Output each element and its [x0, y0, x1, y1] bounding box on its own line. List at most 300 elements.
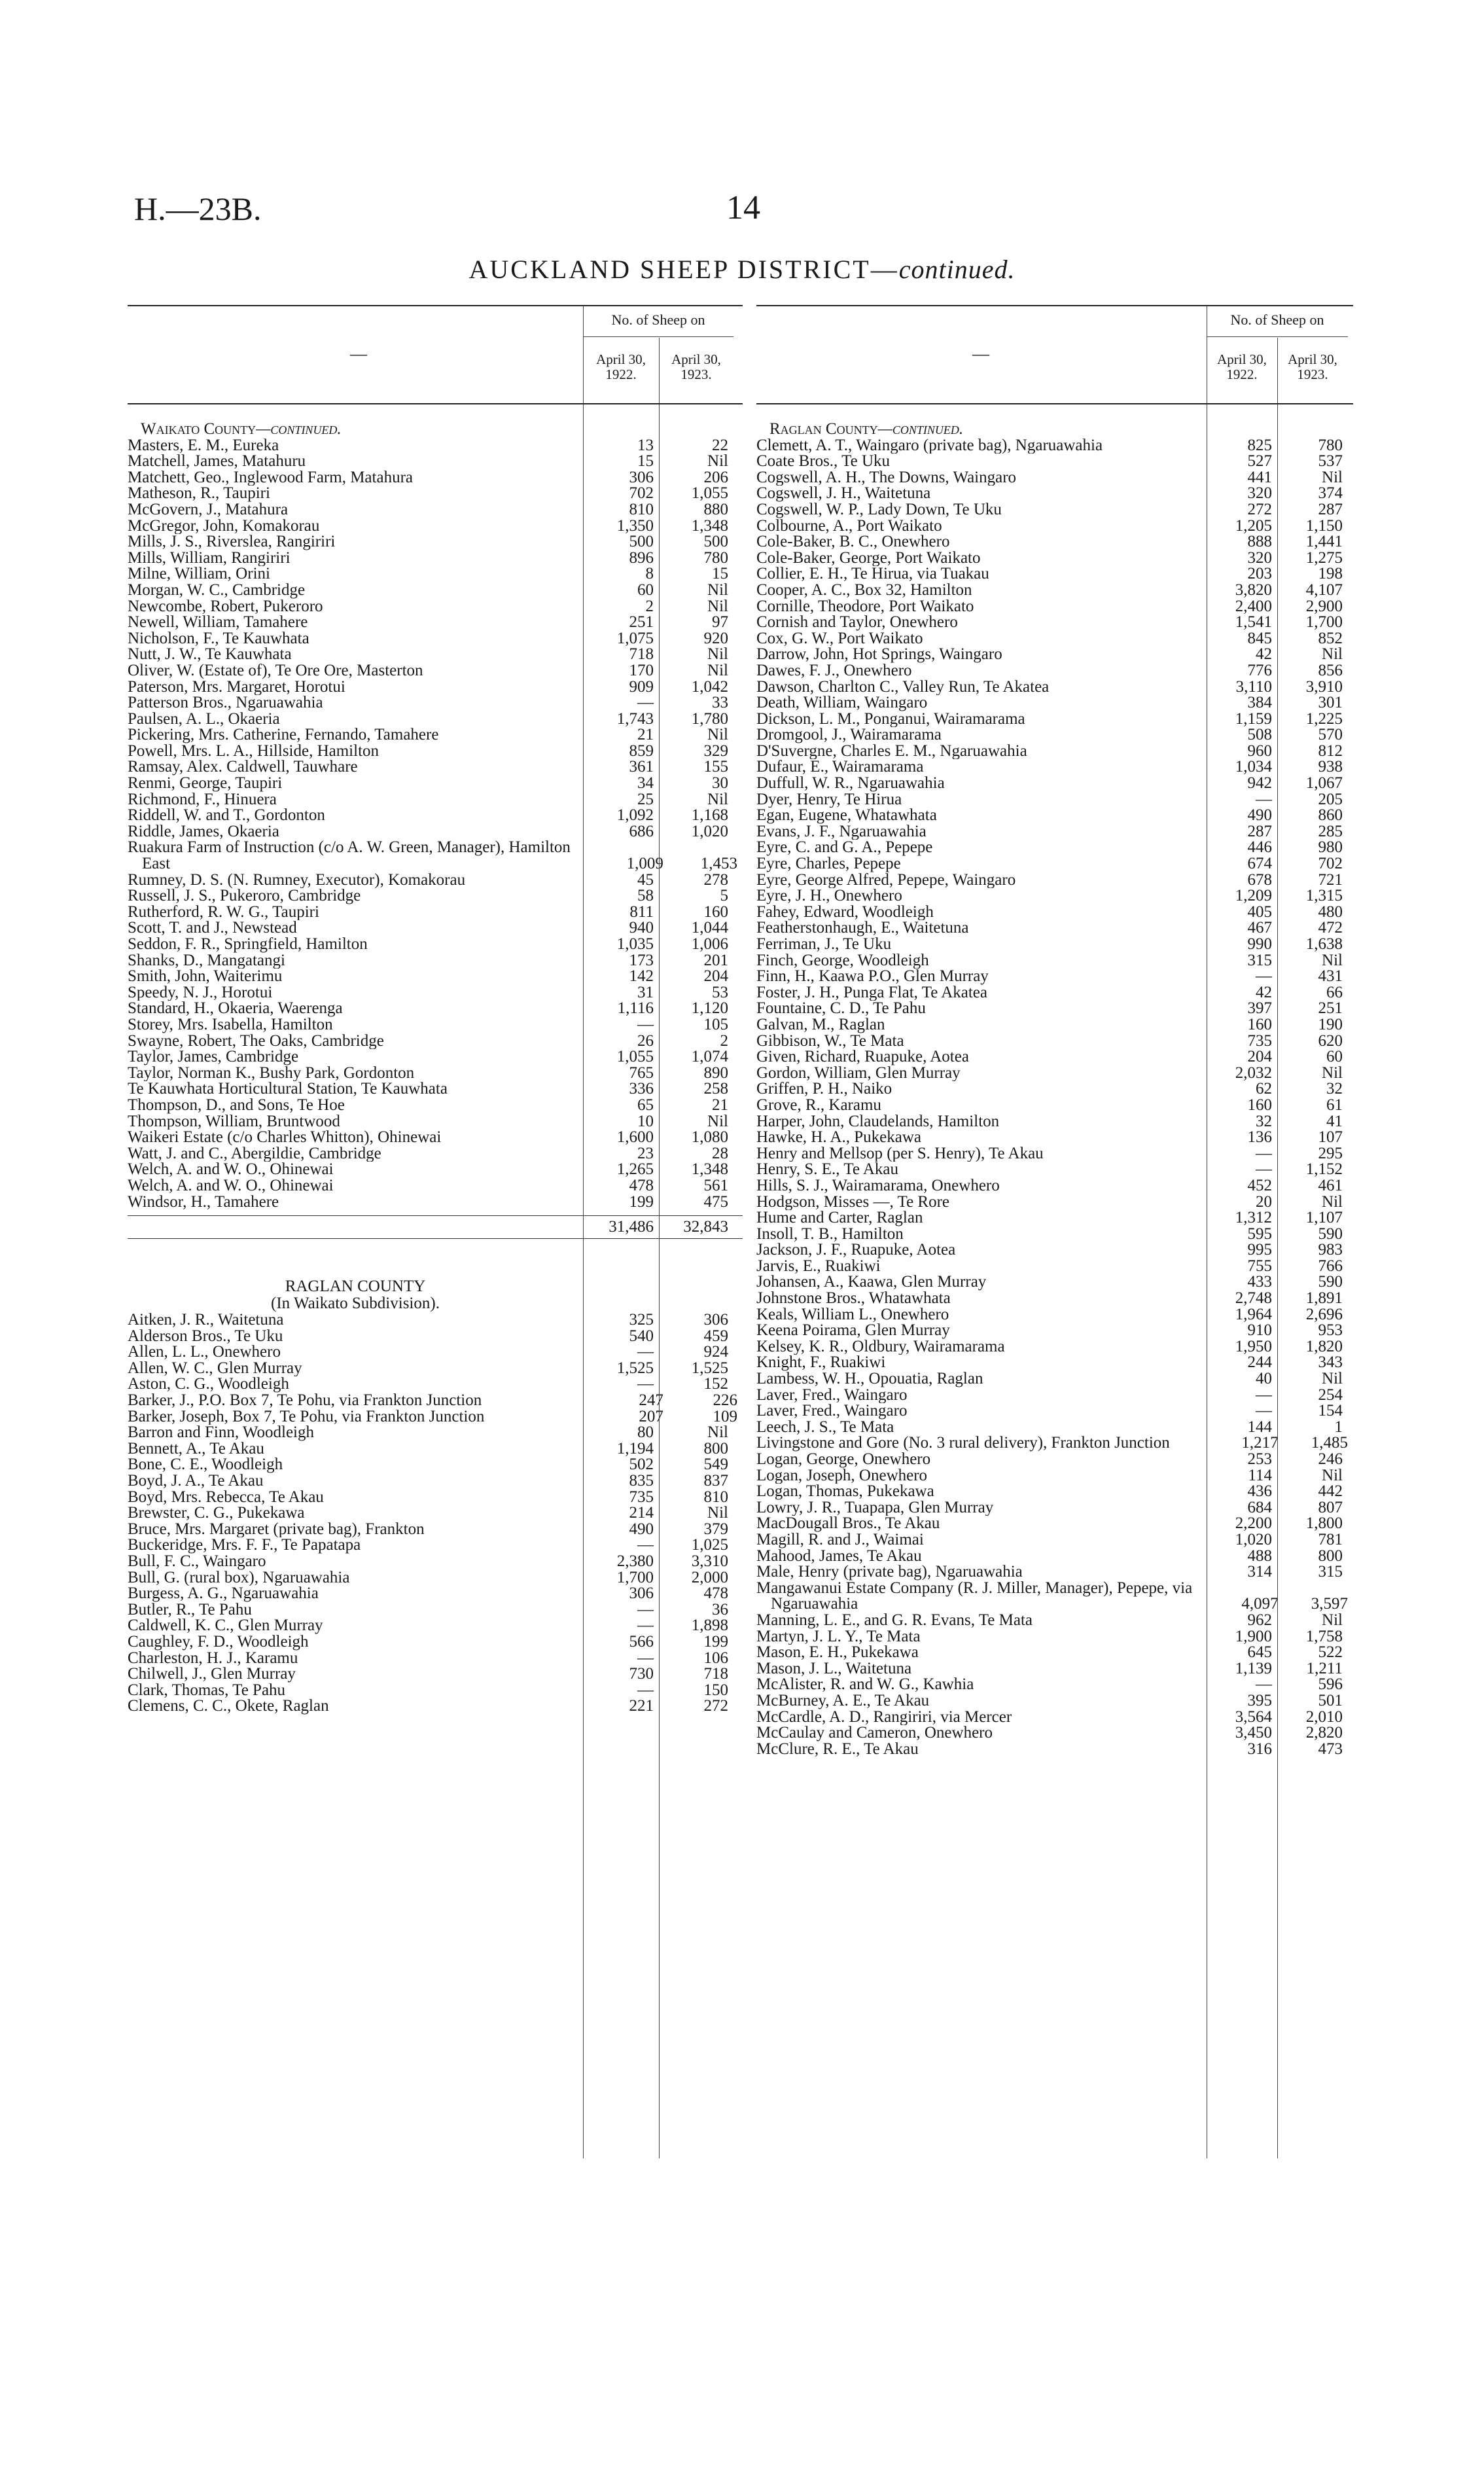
sheep-1923: 1,898 — [691, 1617, 728, 1635]
sheep-1923: 522 — [1318, 1643, 1343, 1662]
sheep-1922: 446 — [1247, 838, 1272, 857]
sheep-1923: 30 — [712, 774, 728, 793]
table-row — [128, 1425, 743, 1441]
sheep-1922: 31 — [637, 983, 654, 1001]
table-row — [756, 679, 1353, 696]
owner-name: Richmond, F., Hinuera — [128, 791, 277, 808]
table-row — [128, 518, 743, 535]
owner-name: Riddell, W. and T., Gordonton — [128, 808, 325, 824]
left-section-title-text: Waikato County — [141, 420, 256, 438]
sheep-1922: 1,700 — [616, 1568, 654, 1586]
table-row — [756, 631, 1353, 647]
owner-name: Laver, Fred., Waingaro — [756, 1403, 908, 1420]
sheep-1922: — — [1256, 790, 1272, 808]
owner-name: Griffen, P. H., Naiko — [756, 1081, 892, 1098]
sheep-1922: 502 — [629, 1456, 654, 1474]
sheep-1922: 1,600 — [616, 1128, 654, 1147]
sheep-1923: 1,485 — [1311, 1434, 1348, 1452]
sheep-1922: 20 — [1256, 1192, 1272, 1211]
owner-name: Newell, William, Tamahere — [128, 615, 308, 631]
sheep-1922: 755 — [1247, 1257, 1272, 1275]
left-table-header — [128, 305, 743, 404]
owner-name: Egan, Eugene, Whatawhata — [756, 808, 937, 824]
sheep-1922: 896 — [629, 548, 654, 567]
table-row — [756, 1049, 1353, 1065]
owner-name: McClure, R. E., Te Akau — [756, 1741, 919, 1758]
sheep-1923: 21 — [712, 1096, 728, 1114]
sheep-1923: 246 — [1318, 1450, 1343, 1468]
table-row — [128, 1049, 743, 1065]
sheep-1923: 60 — [1326, 1048, 1343, 1066]
owner-name: Bull, F. C., Waingaro — [128, 1554, 266, 1570]
table-row — [128, 792, 743, 808]
table-row — [128, 1457, 743, 1473]
sheep-1923: 315 — [1318, 1563, 1343, 1581]
table-row — [128, 1409, 743, 1425]
sheep-1922: — — [1256, 1675, 1272, 1694]
table-row — [128, 1376, 743, 1393]
table-row — [756, 663, 1353, 679]
owner-name: Ramsay, Alex. Caldwell, Tauwhare — [128, 759, 358, 776]
sheep-1923: 953 — [1318, 1321, 1343, 1340]
owner-name: Dromgool, J., Wairamarama — [756, 727, 942, 743]
sheep-1923: 28 — [712, 1144, 728, 1162]
table-row — [128, 1586, 743, 1602]
owner-name: Boyd, J. A., Te Akau — [128, 1473, 264, 1490]
owner-name: Fahey, Edward, Woodleigh — [756, 904, 934, 921]
sheep-1922: 1,900 — [1235, 1627, 1272, 1645]
owner-name: Waikeri Estate (c/o Charles Whitton), Ohinewai — [128, 1130, 442, 1146]
sheep-1923: 3,310 — [691, 1552, 728, 1570]
sheep-1922: 142 — [629, 967, 654, 986]
owner-name: Male, Henry (private bag), Ngaruawahia — [756, 1564, 1023, 1581]
sheep-1922: 251 — [629, 613, 654, 632]
table-row — [128, 566, 743, 582]
table-row — [756, 840, 1353, 856]
table-row — [756, 1307, 1353, 1323]
sheep-1923: Nil — [707, 1112, 728, 1130]
sheep-1923: 22 — [712, 436, 728, 454]
sheep-1922: 1,194 — [616, 1439, 654, 1457]
sheep-1922: 888 — [1247, 533, 1272, 551]
sheep-1923: 205 — [1318, 790, 1343, 808]
table-row — [756, 1661, 1353, 1677]
table-row — [756, 1323, 1353, 1339]
owner-name: Bone, C. E., Woodleigh — [128, 1457, 283, 1474]
table-row — [128, 679, 743, 696]
sheep-1922: 25 — [637, 790, 654, 808]
owner-name: Mills, J. S., Riverslea, Rangiriri — [128, 534, 336, 550]
table-row — [128, 727, 743, 743]
table-row — [756, 1484, 1353, 1500]
sheep-1922: 540 — [629, 1327, 654, 1345]
sheep-1923: 285 — [1318, 822, 1343, 840]
sheep-1922: 160 — [1247, 1015, 1272, 1033]
sheep-1922: 60 — [637, 581, 654, 599]
sheep-1923: 272 — [703, 1697, 728, 1715]
sheep-1923: 15 — [712, 565, 728, 583]
sheep-1922: 144 — [1247, 1418, 1272, 1436]
left-header-col2: April 30, 1923. — [671, 351, 721, 382]
sheep-1923: 206 — [703, 468, 728, 486]
table-row — [128, 1602, 743, 1618]
sheep-1923: 702 — [1318, 855, 1343, 873]
table-row — [756, 1500, 1353, 1516]
table-row — [128, 1490, 743, 1506]
owner-name: Russell, J. S., Pukeroro, Cambridge — [128, 888, 361, 904]
document-code: H.—23B. — [134, 190, 262, 227]
sheep-1922: 686 — [629, 822, 654, 840]
sheep-1922: 21 — [637, 726, 654, 744]
owner-name: Mason, J. L., Waitetuna — [756, 1660, 912, 1677]
sheep-1922: 595 — [1247, 1224, 1272, 1243]
sheep-1922: 645 — [1247, 1643, 1272, 1662]
sheep-1922: 478 — [629, 1176, 654, 1194]
sheep-1923: 800 — [1318, 1546, 1343, 1565]
sheep-1922: 136 — [1247, 1128, 1272, 1147]
sheep-1922: — — [637, 1617, 654, 1635]
owner-name: Johansen, A., Kaawa, Glen Murray — [756, 1274, 987, 1291]
sheep-1922: 995 — [1247, 1241, 1272, 1259]
table-row — [756, 1065, 1353, 1082]
sheep-1923: 251 — [1318, 999, 1343, 1018]
owner-name: Storey, Mrs. Isabella, Hamilton — [128, 1016, 333, 1033]
owner-name: Barker, J., P.O. Box 7, Te Pohu, via Frankton Junction — [128, 1393, 482, 1409]
table-row — [128, 824, 743, 840]
sheep-1923: 590 — [1318, 1224, 1343, 1243]
table-row — [756, 1210, 1353, 1226]
owner-name: Logan, Thomas, Pukekawa — [756, 1484, 934, 1500]
sheep-1923: Nil — [707, 726, 728, 744]
sheep-1922: 2 — [645, 597, 654, 615]
owner-name: Magill, R. and J., Waimai — [756, 1531, 924, 1548]
owner-name: McGovern, J., Matahura — [128, 501, 289, 518]
sheep-1923: 105 — [703, 1015, 728, 1033]
sheep-1922: 23 — [637, 1144, 654, 1162]
sheep-1923: 570 — [1318, 726, 1343, 744]
table-row — [756, 888, 1353, 904]
sheep-1923: 980 — [1318, 838, 1343, 857]
sheep-1922: 566 — [629, 1632, 654, 1651]
table-row — [128, 1666, 743, 1683]
left-column — [128, 305, 743, 1715]
sheep-1923: 590 — [1318, 1273, 1343, 1291]
owner-name: Clark, Thomas, Te Pahu — [128, 1682, 286, 1699]
sheep-1923: 1,758 — [1305, 1627, 1343, 1645]
sheep-1922: 452 — [1247, 1176, 1272, 1194]
owner-name: Chilwell, J., Glen Murray — [128, 1666, 296, 1683]
table-row — [128, 615, 743, 631]
table-row — [128, 1329, 743, 1345]
owner-name: Martyn, J. L. Y., Te Mata — [756, 1628, 921, 1645]
owner-name: Given, Richard, Ruapuke, Aotea — [756, 1049, 969, 1065]
table-row — [128, 937, 743, 953]
owner-name: McAlister, R. and W. G., Kawhia — [756, 1677, 974, 1693]
owner-name: Taylor, Norman K., Bushy Park, Gordonton — [128, 1065, 415, 1082]
sheep-1922: — — [637, 1015, 654, 1033]
sheep-1923: 1,780 — [691, 709, 728, 728]
table-row — [128, 759, 743, 776]
owner-name: Hills, S. J., Wairamarama, Onewhero — [756, 1177, 1000, 1194]
table-row — [756, 1725, 1353, 1742]
table-row — [756, 1532, 1353, 1548]
owner-name: Newcombe, Robert, Pukeroro — [128, 598, 323, 615]
owner-name: Cox, G. W., Port Waikato — [756, 630, 923, 647]
owner-name: Cogswell, A. H., The Downs, Waingaro — [756, 469, 1017, 486]
table-row — [128, 1570, 743, 1586]
owner-name: Mills, William, Rangiriri — [128, 550, 291, 567]
owner-name: Duffull, W. R., Ngaruawahia — [756, 776, 945, 792]
owner-name: Rutherford, R. W. G., Taupiri — [128, 904, 319, 921]
table-row — [128, 582, 743, 599]
table-row — [756, 1420, 1353, 1436]
sheep-1923: 549 — [703, 1456, 728, 1474]
sheep-1923: 620 — [1318, 1031, 1343, 1050]
table-row — [756, 1130, 1353, 1146]
sheep-1922: 1,035 — [616, 935, 654, 953]
sheep-1923: 5 — [720, 887, 728, 905]
sheep-1923: Nil — [707, 597, 728, 615]
sheep-1923: Nil — [707, 452, 728, 471]
sheep-1922: 13 — [637, 436, 654, 454]
sheep-1923: 150 — [703, 1681, 728, 1699]
sheep-1923: 2,010 — [1305, 1707, 1343, 1726]
owner-name: Watt, J. and C., Abergildie, Cambridge — [128, 1145, 381, 1162]
owner-name: Collier, E. H., Te Hirua, via Tuakau — [756, 566, 989, 582]
table-row — [756, 534, 1353, 550]
owner-name: Lambess, W. H., Opouatia, Raglan — [756, 1371, 983, 1387]
sheep-1922: 207 — [639, 1407, 663, 1425]
table-row — [756, 1371, 1353, 1387]
sheep-1923: 537 — [1318, 452, 1343, 471]
owner-name: Livingstone and Gore (No. 3 rural delivery), Frankton Junction — [756, 1435, 1170, 1452]
sheep-1922: 940 — [629, 919, 654, 937]
table-row — [756, 953, 1353, 969]
owner-name: Eyre, George Alfred, Pepepe, Waingaro — [756, 872, 1016, 889]
sheep-1923: 36 — [712, 1600, 728, 1618]
table-row — [756, 1581, 1353, 1613]
sheep-1922: 2,400 — [1235, 597, 1272, 615]
sheep-1922: — — [637, 1536, 654, 1554]
sheep-1923: 475 — [703, 1192, 728, 1211]
sheep-1922: 735 — [629, 1488, 654, 1506]
owner-name: Paulsen, A. L., Okaeria — [128, 711, 280, 728]
sheep-1922: 1,009 — [626, 855, 663, 873]
sheep-1922: 4,097 — [1241, 1595, 1279, 1613]
left-header-dash: — — [350, 344, 367, 363]
sheep-1923: 920 — [703, 629, 728, 647]
table-row — [756, 808, 1353, 824]
owner-name: Ferriman, J., Te Uku — [756, 937, 892, 953]
owner-name: Ruakura Farm of Instruction (c/o A. W. Green, Manager), Hamilton East — [128, 840, 571, 872]
sheep-1923: Nil — [1322, 1611, 1343, 1629]
table-row — [128, 1146, 743, 1162]
table-row — [128, 969, 743, 985]
table-row — [128, 1194, 743, 1211]
sheep-1923: 501 — [1318, 1691, 1343, 1709]
table-row — [128, 1393, 743, 1409]
left-total-1923: 32,843 — [683, 1218, 728, 1236]
table-row — [756, 1081, 1353, 1098]
owner-name: Welch, A. and W. O., Ohinewai — [128, 1162, 334, 1178]
sheep-1923: Nil — [707, 1504, 728, 1522]
sheep-1922: 203 — [1247, 565, 1272, 583]
sheep-1922: 811 — [629, 902, 654, 921]
sheep-1922: 825 — [1247, 436, 1272, 454]
sheep-1923: 472 — [1318, 919, 1343, 937]
owner-name: Renmi, George, Taupiri — [128, 776, 283, 792]
table-row — [128, 1522, 743, 1538]
sheep-1923: 258 — [703, 1080, 728, 1098]
owner-name: Hume and Carter, Raglan — [756, 1210, 923, 1226]
owner-name: Pickering, Mrs. Catherine, Fernando, Tamahere — [128, 727, 439, 743]
sheep-1923: 810 — [703, 1488, 728, 1506]
sheep-1922: 1,034 — [1235, 758, 1272, 776]
sheep-1923: 278 — [703, 870, 728, 889]
owner-name: D'Suvergne, Charles E. M., Ngaruawahia — [756, 743, 1027, 760]
table-row — [756, 1709, 1353, 1726]
owner-name: Eyre, Charles, Pepepe — [756, 856, 901, 872]
sheep-1923: Nil — [1322, 951, 1343, 969]
owner-name: Grove, R., Karamu — [756, 1097, 881, 1114]
table-row — [756, 1033, 1353, 1050]
sheep-1922: 42 — [1256, 645, 1272, 664]
table-row — [756, 1613, 1353, 1629]
owner-name: Jarvis, E., Ruakiwi — [756, 1258, 881, 1275]
sheep-1922: 325 — [629, 1311, 654, 1329]
owner-name: Laver, Fred., Waingaro — [756, 1387, 908, 1404]
sheep-1923: Nil — [1322, 468, 1343, 486]
sheep-1922: 1,541 — [1235, 613, 1272, 632]
table-row — [756, 1114, 1353, 1130]
owner-name: Bull, G. (rural box), Ngaruawahia — [128, 1569, 350, 1586]
table-row — [756, 1017, 1353, 1033]
table-row — [128, 1017, 743, 1033]
sheep-1923: 1,168 — [691, 806, 728, 825]
owner-name: Milne, William, Orini — [128, 566, 270, 582]
sheep-1922: 173 — [629, 951, 654, 969]
owner-name: Paterson, Mrs. Margaret, Horotui — [128, 679, 345, 696]
table-row — [756, 454, 1353, 470]
sheep-1922: 810 — [629, 500, 654, 518]
sheep-1922: 942 — [1247, 774, 1272, 793]
sheep-1923: 306 — [703, 1311, 728, 1329]
table-row — [128, 1683, 743, 1699]
sheep-1922: 395 — [1247, 1691, 1272, 1709]
table-row — [128, 550, 743, 567]
owner-name: Nutt, J. W., Te Kauwhata — [128, 647, 292, 663]
left-section-title — [128, 421, 743, 438]
sheep-1922: 1,209 — [1235, 887, 1272, 905]
sheep-1922: 735 — [1247, 1031, 1272, 1050]
sheep-1923: 199 — [703, 1632, 728, 1651]
table-row — [756, 486, 1353, 502]
sheep-1923: 781 — [1318, 1530, 1343, 1548]
left-total-row — [128, 1215, 743, 1239]
owner-name: Cooper, A. C., Box 32, Hamilton — [756, 582, 972, 599]
table-row — [756, 1468, 1353, 1484]
sheep-1922: 214 — [629, 1504, 654, 1522]
sheep-1922: 962 — [1247, 1611, 1272, 1629]
sheep-1923: 2 — [720, 1031, 728, 1050]
table-row — [756, 985, 1353, 1001]
owner-name: Taylor, James, Cambridge — [128, 1049, 299, 1065]
table-row — [756, 1339, 1353, 1355]
page-title — [0, 254, 1484, 285]
sheep-1922: 467 — [1247, 919, 1272, 937]
table-row — [756, 824, 1353, 840]
owner-name: Caughley, F. D., Woodleigh — [128, 1634, 309, 1651]
sheep-1923: 800 — [703, 1439, 728, 1457]
table-row — [756, 727, 1353, 743]
owner-name: Oliver, W. (Estate of), Te Ore Ore, Masterton — [128, 662, 423, 679]
sheep-1923: 1,820 — [1305, 1337, 1343, 1355]
table-row — [756, 904, 1353, 921]
sheep-1922: 765 — [629, 1063, 654, 1082]
sheep-1922: 776 — [1247, 661, 1272, 679]
sheep-1922: 199 — [629, 1192, 654, 1211]
owner-name: Galvan, M., Raglan — [756, 1016, 885, 1033]
table-row — [128, 1001, 743, 1017]
table-row — [756, 1274, 1353, 1291]
table-row — [128, 647, 743, 663]
sheep-1922: 2,200 — [1235, 1514, 1272, 1533]
sheep-1922: 361 — [629, 758, 654, 776]
sheep-1922: 405 — [1247, 902, 1272, 921]
owner-name: Caldwell, K. C., Glen Murray — [128, 1618, 323, 1634]
sheep-1922: 1,075 — [616, 629, 654, 647]
sheep-1922: 170 — [629, 661, 654, 679]
table-row — [128, 1065, 743, 1082]
sheep-1923: 890 — [703, 1063, 728, 1082]
sheep-1922: 990 — [1247, 935, 1272, 953]
table-row — [128, 1178, 743, 1194]
raglan-county-title: RAGLAN COUNTY — [285, 1278, 426, 1296]
sheep-1922: — — [637, 1600, 654, 1618]
page-title-suffix: continued. — [898, 255, 1016, 284]
owner-name: Keena Poirama, Glen Murray — [756, 1323, 950, 1339]
owner-name: McBurney, A. E., Te Akau — [756, 1692, 930, 1709]
table-row — [128, 1618, 743, 1634]
owner-name: Dawson, Charlton C., Valley Run, Te Akatea — [756, 679, 1050, 696]
sheep-1922: 1,020 — [1235, 1530, 1272, 1548]
right-column — [756, 305, 1353, 1757]
sheep-1922: — — [1256, 1385, 1272, 1404]
sheep-1922: 1,159 — [1235, 709, 1272, 728]
sheep-1923: 379 — [703, 1520, 728, 1538]
right-table-header — [756, 305, 1353, 404]
owner-name: Cole-Baker, George, Port Waikato — [756, 550, 981, 567]
owner-name: Cogswell, W. P., Lady Down, Te Uku — [756, 501, 1002, 518]
sheep-1922: 32 — [1256, 1112, 1272, 1130]
sheep-1923: 478 — [703, 1584, 728, 1603]
sheep-1922: 8 — [645, 565, 654, 583]
owner-name: Welch, A. and W. O., Ohinewai — [128, 1177, 334, 1194]
sheep-1922: 10 — [637, 1112, 654, 1130]
table-row — [756, 1742, 1353, 1758]
sheep-1923: 561 — [703, 1176, 728, 1194]
sheep-1922: 45 — [637, 870, 654, 889]
sheep-1922: 859 — [629, 742, 654, 760]
owner-name: Butler, R., Te Pahu — [128, 1601, 252, 1618]
sheep-1922: 221 — [629, 1697, 654, 1715]
table-row — [128, 1554, 743, 1570]
sheep-1923: 4,107 — [1305, 581, 1343, 599]
sheep-1922: — — [1256, 1144, 1272, 1162]
table-row — [756, 792, 1353, 808]
owner-name: Patterson Bros., Ngaruawahia — [128, 695, 323, 711]
table-row — [756, 1452, 1353, 1468]
